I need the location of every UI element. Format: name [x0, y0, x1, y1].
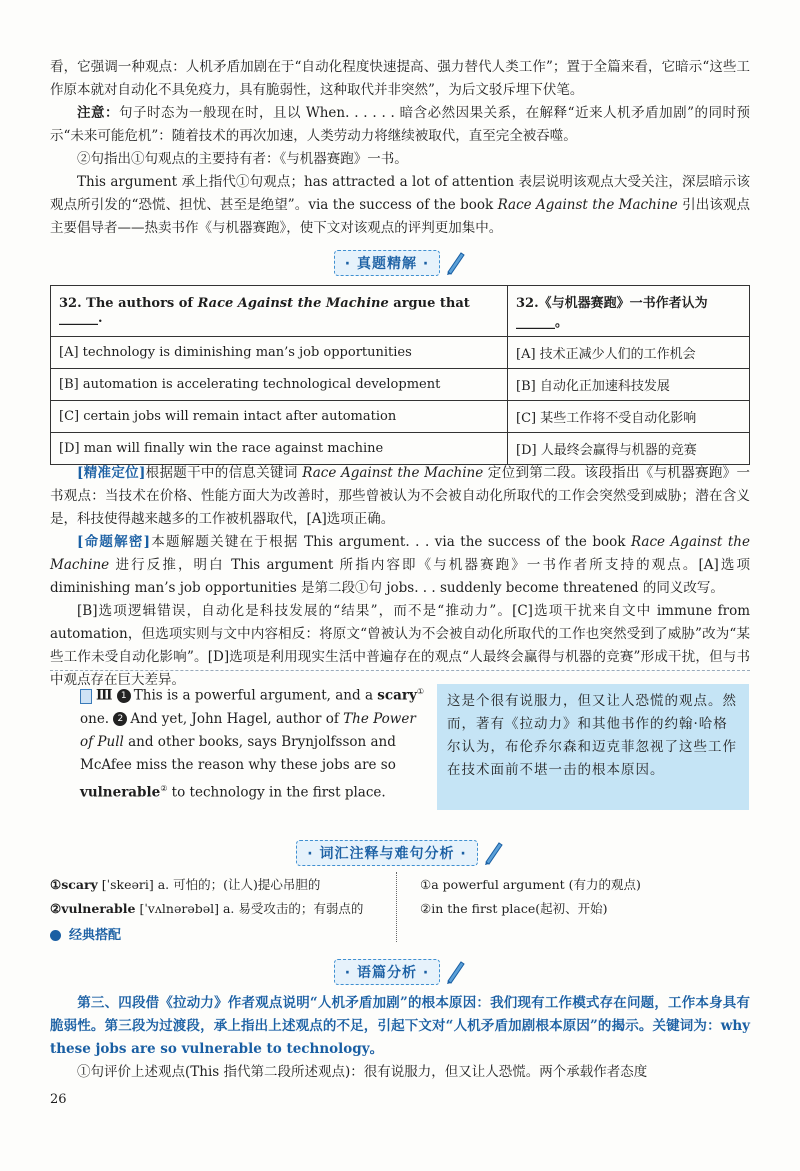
table-row — [51, 286, 750, 337]
footnote-mark: ② — [160, 783, 168, 793]
collocation-list — [420, 873, 641, 921]
collocation-item: ②in the first place(起初、开始) — [420, 901, 608, 916]
text-span: argue that ______. — [59, 296, 470, 326]
paragraph: ②句指出①句观点的主要持有者：《与机器赛跑》一书。 — [77, 151, 408, 167]
section-title: · 语篇分析 · — [334, 959, 440, 985]
classic-label: 经典搭配 — [69, 928, 122, 943]
section-header-discourse — [0, 957, 800, 987]
text-span: 定位到第二段。该段指出《与机器赛跑》一书观点：当技术在价格、性能方面大为改善时，那些曾被认为不会被自动化所取代的工作会突然受到威胁；潜在含义是，科技使得越来越多的工作被机器取代，[A]选项正确。 — [50, 465, 750, 527]
question-stem-cn: 32.《与机器赛跑》一书作者认为______。 — [508, 286, 750, 337]
paragraph: ①句评价上述观点(This 指代第二段所述观点)：很有说服力，但又让人恐慌。两个承载作者态度 — [77, 1064, 648, 1080]
vocab-word: scary — [377, 687, 417, 704]
book-title: Race Against the Machine — [497, 197, 678, 213]
paragraph-number: Ⅲ — [96, 687, 113, 704]
table-row — [51, 433, 750, 465]
sentence-number: 1 — [117, 689, 131, 703]
text-span: to technology in the first place. — [167, 784, 386, 800]
top-text — [50, 56, 750, 240]
table-row — [51, 337, 750, 369]
divider — [50, 670, 750, 671]
note-text: 句子时态为一般现在时，且以 When. . . . . . 暗含必然因果关系，在解释“近来人机矛盾加剧”的同时预示“未来可能危机”：随着技术的再次加速，人类劳动力将继续被取代，直至完全被吞噬。 — [50, 105, 751, 144]
text-span: 根据题干中的信息关键词 — [145, 465, 303, 481]
keyword: why these jobs are so vulnerable to technology — [50, 1018, 750, 1057]
pen-icon — [482, 840, 504, 866]
section-header-vocab — [0, 838, 800, 868]
translation-box: 这是个很有说服力，但又让人恐慌的观点。然而，著有《拉动力》和其他书作的约翰·哈格尔认为，布伦乔尔森和迈克菲忽视了这些工作在技术面前不堪一击的根本原因。 — [437, 684, 749, 810]
passage-paragraph — [80, 680, 425, 804]
bullet-icon — [50, 930, 61, 941]
explanation — [50, 462, 750, 692]
last-paragraph-block — [50, 1061, 750, 1084]
paragraph — [50, 171, 750, 240]
pen-icon — [444, 959, 466, 985]
option-en: [C] certain jobs will remain intact after automation — [51, 401, 508, 433]
vocab-definition: [ˈskeəri] a. 可怕的；(让人)提心吊胆的 — [97, 877, 321, 892]
vocab-definition: [ˈvʌlnərəbəl] a. 易受攻击的；有弱点的 — [135, 901, 364, 916]
option-en: [A] technology is diminishing man’s job opportunities — [51, 337, 508, 369]
text-span: And yet, John Hagel, author of — [130, 710, 344, 727]
section-title: · 真题精解 · — [334, 250, 440, 276]
paragraph: 看，它强调一种观点：人机矛盾加剧在于“自动化程度快速提高、强力替代人类工作”；置于全篇来看，它暗示“这些工作原本就对自动化不具免疫力，具有脆弱性，这种取代并非突然”，为后文驳斥埋下伏笔。 — [50, 59, 750, 98]
footnote-mark: ① — [416, 687, 424, 696]
text-span: This argument 承上指代①句观点；has attracted a lot of attention 表层说明该观点大受关注，深层暗示该观点所引发的“恐慌、担忧、甚至是绝望”。via the success of the book — [50, 174, 750, 213]
table-row — [51, 401, 750, 433]
book-title: The Power of Pull — [80, 710, 416, 750]
discourse-analysis — [50, 992, 750, 1061]
text-span: one. — [80, 710, 114, 727]
classic-collocation-label — [50, 924, 121, 948]
text-span: 32. The authors of — [59, 296, 198, 311]
option-cn: [A] 技术正减少人们的工作机会 — [508, 337, 750, 369]
sentence-number: 2 — [113, 712, 127, 726]
pen-icon — [444, 250, 466, 276]
vocab-word: ②vulnerable — [50, 901, 136, 916]
section-header-real-exam — [0, 248, 800, 278]
book-title: Race Against the Machine — [302, 465, 484, 481]
paragraph-locate — [50, 462, 750, 531]
page-number: 26 — [50, 1092, 67, 1107]
question-stem-en — [51, 286, 508, 337]
text-span: 第三、四段借《拉动力》作者观点说明“人机矛盾加剧”的根本原因：我们现有工作模式存在问题，工作本身具有脆弱性。第三段为过渡段，承上指出上述观点的不足，引起下文对“人机矛盾加剧根本原因”的揭示。关键词为： — [50, 995, 750, 1034]
vocab-word: ①scary — [50, 877, 98, 892]
question-table — [50, 285, 750, 465]
decode-label: [命题解密] — [77, 534, 150, 550]
section-title: · 词汇注释与难句分析 · — [296, 840, 477, 866]
text-span: 本题解题关键在于根据 This argument. . . via the success of the book — [149, 534, 631, 550]
text-span: 进行反推，明白 This argument 所指内容即《与机器赛跑》一书作者所支持的观点。[A]选项 diminishing man’s job opportunities 是第二段①句 jobs. . . suddenly become threatened 的同义改写。 — [50, 557, 750, 596]
paragraph-marker-icon — [80, 689, 92, 704]
text-span: and other books, says Brynjolfsson and McAfee miss the reason why these jobs are so — [80, 733, 396, 773]
text-span: 引出该观点主要倡导者——热卖书作《与机器赛跑》，使下文对该观点的评判更加集中。 — [50, 197, 750, 236]
table-row — [51, 369, 750, 401]
vocab-word: vulnerable — [80, 784, 161, 800]
option-cn: [D] 人最终会赢得与机器的竞赛 — [508, 433, 750, 465]
option-en: [D] man will finally win the race against machine — [51, 433, 508, 465]
option-en: [B] automation is accelerating technological development — [51, 369, 508, 401]
vocab-item — [50, 873, 363, 897]
text-span: 。 — [369, 1041, 384, 1057]
book-title: Race Against the Machine — [197, 296, 389, 311]
paragraph-decode — [50, 531, 750, 600]
spiral-divider — [396, 872, 405, 942]
locate-label: [精准定位] — [77, 465, 146, 481]
text-span: This is a powerful argument, and a — [133, 687, 378, 704]
paragraph: [B]选项逻辑错误，自动化是科技发展的“结果”，而不是“推动力”。[C]选项干扰来自文中 immune from automation，但选项实则与文中内容相反：将原文“曾被认为不会被自动化所取代的工作也突然受到了威胁”改为“某些工作未受自动化影响”。[D]选项是利用现实生活中普遍存在的观点“人最终会赢得与机器的竞赛”形成干扰，但与书中观点存在巨大差异。 — [50, 603, 750, 688]
collocation-item: ①a powerful argument (有力的观点) — [420, 877, 641, 892]
option-cn: [B] 自动化正加速科技发展 — [508, 369, 750, 401]
paragraph-note — [50, 102, 750, 148]
vocab-item — [50, 897, 363, 921]
note-label: 注意： — [77, 105, 120, 121]
book-title: Race Against the Machine — [50, 534, 750, 573]
option-cn: [C] 某些工作将不受自动化影响 — [508, 401, 750, 433]
vocab-list — [50, 873, 363, 921]
